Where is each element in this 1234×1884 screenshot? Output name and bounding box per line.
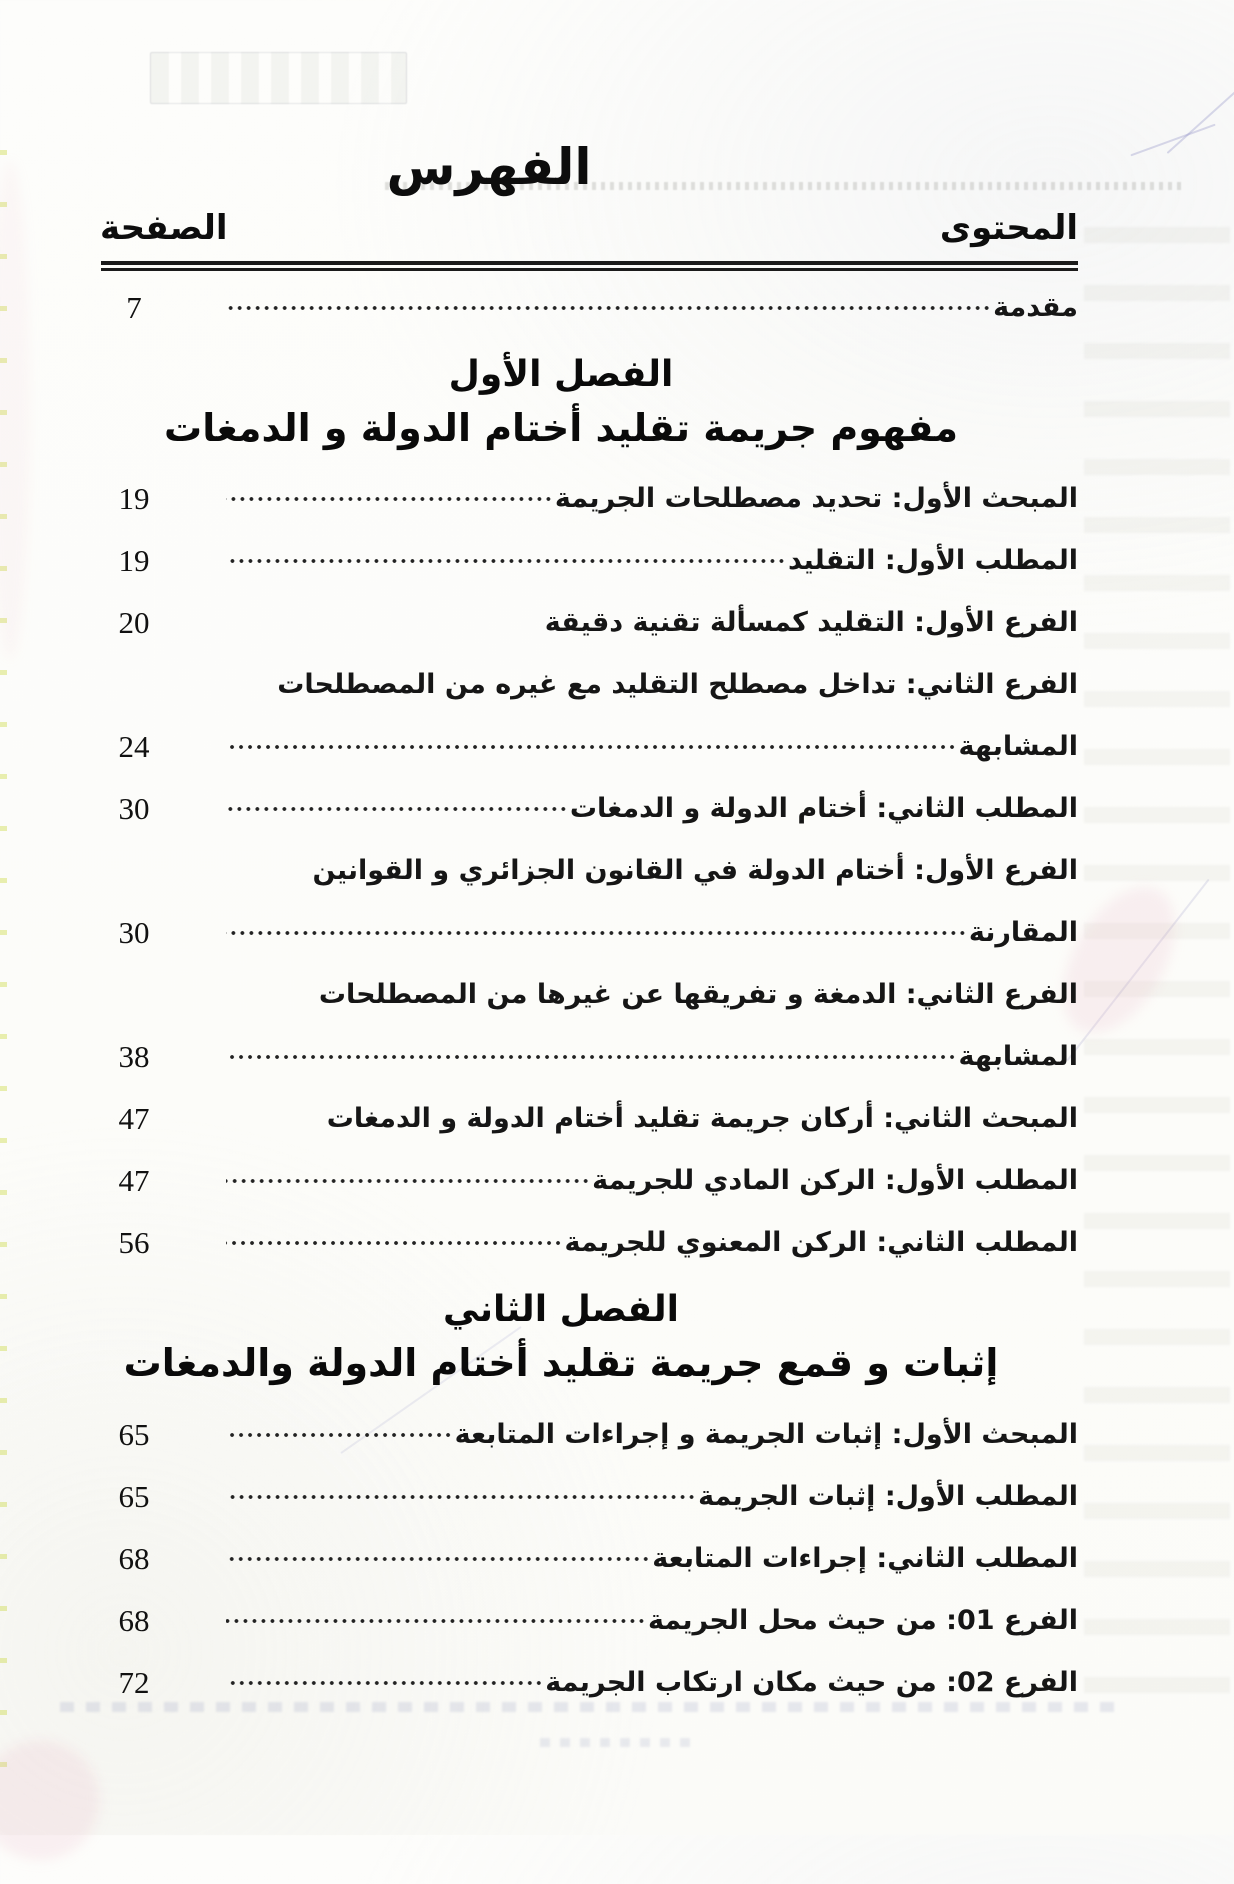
toc-entry xyxy=(100,1590,1078,1652)
column-header-content: المحتوى xyxy=(939,208,1078,248)
toc-page-number: 19 xyxy=(118,543,150,579)
toc-entry xyxy=(100,778,1078,840)
toc-page-number: 72 xyxy=(118,1664,150,1700)
chapter-title: إثبات و قمع جريمة تقليد أختام الدولة والدمغات xyxy=(123,1341,999,1386)
bleed-through-box xyxy=(150,52,407,104)
toc-page-number: 68 xyxy=(118,1540,150,1576)
leader-spacer xyxy=(226,1088,325,1150)
chapter-title: مفهوم جريمة تقليد أختام الدولة و الدمغات xyxy=(164,406,958,451)
toc-entry xyxy=(100,592,1078,654)
chapter-number: الفصل الثاني xyxy=(443,1289,679,1331)
toc-page-number: 47 xyxy=(118,1101,150,1137)
toc-entry-label: المشابهة xyxy=(958,731,1078,763)
dot-leader xyxy=(226,716,957,778)
toc-page-number: 30 xyxy=(118,915,150,951)
toc-entry xyxy=(100,1026,1078,1088)
dot-leader xyxy=(226,277,991,339)
toc-page-number: 65 xyxy=(118,1478,150,1514)
toc-entry xyxy=(100,1088,1078,1150)
toc-entry xyxy=(100,277,1078,339)
scan-smudge xyxy=(0,160,30,660)
dot-leader xyxy=(226,1150,590,1212)
toc-entry-label: المطلب الثاني: أختام الدولة و الدمغات xyxy=(569,793,1078,825)
toc-entry-label: المبحث الأول: إثبات الجريمة و إجراءات المتابعة xyxy=(454,1418,1078,1450)
toc-entry-label: المبحث الثاني: أركان جريمة تقليد أختام الدولة و الدمغات xyxy=(326,1103,1078,1135)
chapter-number: الفصل الأول xyxy=(448,354,674,395)
toc-page-number: 38 xyxy=(118,1039,150,1075)
toc-entry-label: الفرع 01: من حيث محل الجريمة xyxy=(647,1604,1078,1636)
toc-entry xyxy=(100,1404,1078,1466)
toc-page-number: 65 xyxy=(118,1416,150,1452)
paper-crease xyxy=(1130,124,1215,157)
toc-entry xyxy=(100,1212,1078,1274)
toc-rows xyxy=(100,277,1078,1714)
toc-page-number: 20 xyxy=(118,605,150,641)
toc-entry xyxy=(100,716,1078,778)
toc-entry xyxy=(100,840,1078,902)
column-headers xyxy=(100,208,1078,248)
dot-leader xyxy=(226,1212,563,1274)
toc-entry-label: المطلب الأول: التقليد xyxy=(787,545,1078,577)
toc-entry xyxy=(100,654,1078,716)
toc-entry xyxy=(100,902,1078,964)
toc-entry-label: المطلب الثاني: الركن المعنوي للجريمة xyxy=(564,1227,1078,1259)
column-header-page: الصفحة xyxy=(100,208,228,248)
toc-entry-label: مقدمة xyxy=(993,292,1078,324)
toc-entry-label: المبحث الأول: تحديد مصطلحات الجريمة xyxy=(554,483,1078,515)
dot-leader xyxy=(226,1026,957,1088)
toc-entry-label: المقارنة xyxy=(968,917,1078,949)
toc-page-number: 19 xyxy=(118,481,150,517)
header-divider xyxy=(101,261,1078,271)
toc-page-number: 56 xyxy=(118,1225,150,1261)
dot-leader xyxy=(226,1466,696,1528)
toc-entry xyxy=(100,1528,1078,1590)
dot-leader xyxy=(226,902,967,964)
chapter-heading xyxy=(72,1274,1050,1403)
toc-page-number: 24 xyxy=(118,729,150,765)
toc-page-number: 30 xyxy=(118,791,150,827)
toc-entry xyxy=(100,1652,1078,1714)
toc-entry xyxy=(100,1150,1078,1212)
leader-spacer xyxy=(226,592,543,654)
dot-leader xyxy=(226,530,786,592)
toc-entry-label: الفرع 02: من حيث مكان ارتكاب الجريمة xyxy=(545,1666,1078,1698)
toc-entry-label: الفرع الأول: أختام الدولة في القانون الجزائري و القوانين xyxy=(312,855,1078,887)
dot-leader xyxy=(226,1652,543,1714)
toc-page-number: 68 xyxy=(118,1602,150,1638)
toc-entry-label: المشابهة xyxy=(958,1041,1078,1073)
toc-page-number: 7 xyxy=(126,290,142,325)
dot-leader xyxy=(226,1528,650,1590)
toc-entry-label: الفرع الثاني: الدمغة و تفريقها عن غيرها من المصطلحات xyxy=(318,979,1078,1011)
dot-leader xyxy=(226,468,553,530)
page-title: الفهرس xyxy=(386,138,592,196)
chapter-heading xyxy=(72,339,1050,468)
toc-page-number: 47 xyxy=(118,1163,150,1199)
scan-smudge xyxy=(0,1716,124,1883)
bleed-through-fragment xyxy=(540,1738,695,1747)
dot-leader xyxy=(226,1590,646,1652)
toc-entry xyxy=(100,1466,1078,1528)
toc-entry xyxy=(100,468,1078,530)
toc-entry-label: الفرع الثاني: تداخل مصطلح التقليد مع غيره من المصطلحات xyxy=(277,669,1078,701)
dot-leader xyxy=(226,778,568,840)
toc-entry-label: المطلب الثاني: إجراءات المتابعة xyxy=(652,1542,1078,1574)
dot-leader xyxy=(226,1404,453,1466)
toc-entry-label: المطلب الأول: إثبات الجريمة xyxy=(698,1480,1078,1512)
toc-entry xyxy=(100,530,1078,592)
toc-entry xyxy=(100,964,1078,1026)
toc-entry-label: المطلب الأول: الركن المادي للجريمة xyxy=(592,1165,1078,1197)
toc-entry-label: الفرع الأول: التقليد كمسألة تقنية دقيقة xyxy=(544,607,1078,639)
